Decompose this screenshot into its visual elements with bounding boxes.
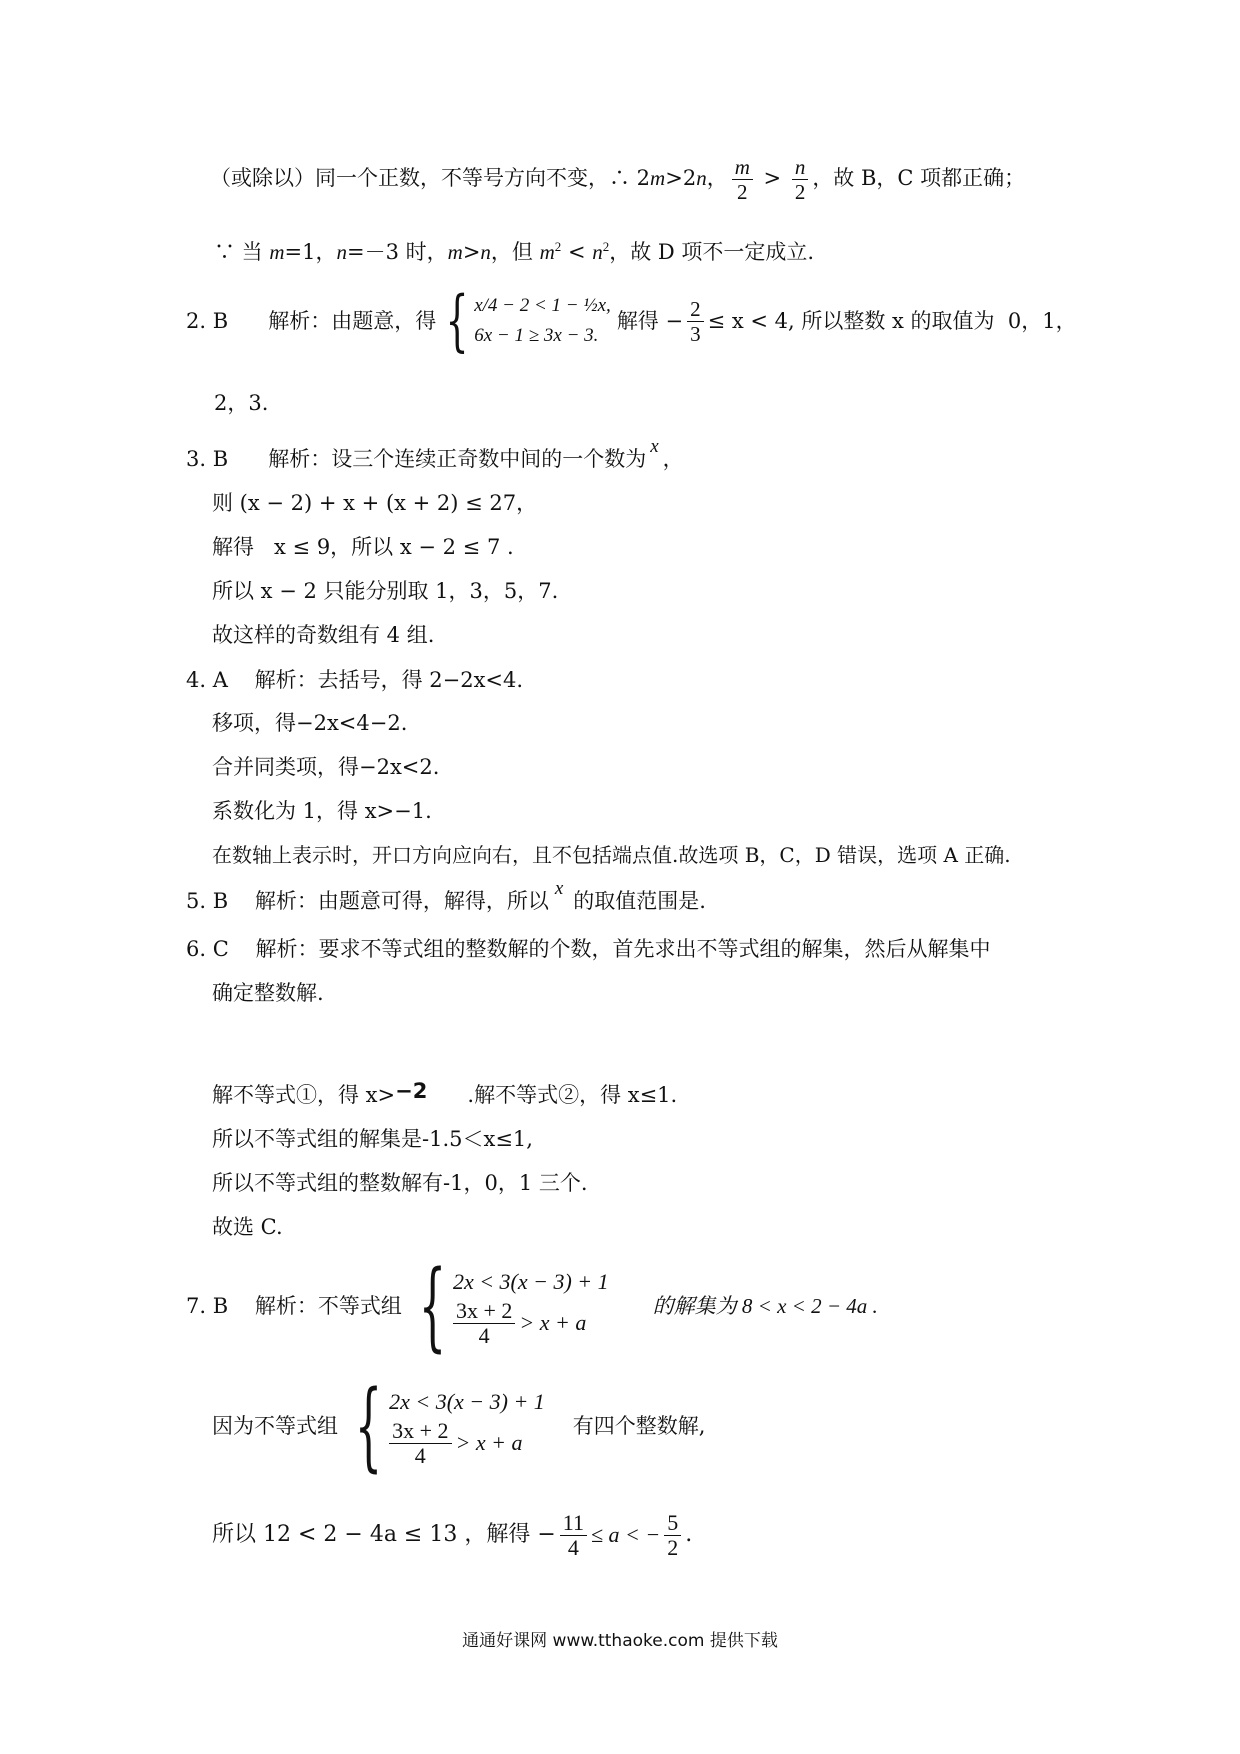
answer-3 [186, 436, 684, 476]
line-text: =－3 时， [347, 240, 448, 264]
numerator: 11 [560, 1511, 587, 1536]
line-text: ， [662, 447, 684, 471]
line-text: 所以不等式组的整数解有-1，0，1 三个. [212, 1171, 588, 1195]
line-text: ，故 B，C 项都正确； [812, 166, 1026, 190]
text-line [210, 148, 1025, 208]
line-text: 所以 12 < 2 − 4a ≤ 13 ，解得 − [212, 1522, 556, 1547]
text-line [212, 978, 324, 1008]
inequality-system [436, 282, 611, 359]
line-text: ∵ 当 [214, 240, 270, 264]
denominator: 2 [737, 180, 748, 204]
text-line [212, 1370, 706, 1482]
line-text: 5. B 解析：由题意可得，解得，所以 [186, 889, 549, 913]
line-text: 7. B 解析：不等式组 [186, 1294, 402, 1318]
line-text: 则 (x − 2) + x + (x + 2) ≤ 27， [212, 491, 538, 515]
line-text: =1， [284, 240, 337, 264]
exponent: 2 [602, 239, 610, 254]
line-text: 故选 C. [212, 1215, 283, 1239]
line-text: >2 [665, 166, 697, 190]
text-line [212, 576, 558, 606]
answer-7 [186, 1250, 878, 1362]
line-text: .解不等式②，得 x≤1. [427, 1083, 678, 1107]
text-line [212, 488, 537, 518]
line-text: 故这样的奇数组有 4 组. [212, 623, 435, 647]
line-text: ，但 [490, 240, 540, 264]
line-text: 解得 x ≤ 9，所以 x − 2 ≤ 7 . [212, 535, 514, 559]
line-text: ≤ x < 4, 所以整数 x 的取值为 0，1， [707, 309, 1077, 333]
line-text: 确定整数解. [212, 981, 324, 1005]
text-line [214, 388, 268, 418]
var: n [592, 240, 603, 264]
text-line [212, 1500, 692, 1570]
numerator: 3x + 2 [389, 1419, 451, 1444]
line-text: 所以不等式组的解集是-1.5＜x≤1, [212, 1127, 533, 1151]
text-line [212, 1080, 677, 1110]
var: m [269, 240, 285, 264]
numerator: 5 [664, 1511, 681, 1536]
var: n [336, 240, 347, 264]
brace-icon: { [354, 1370, 383, 1482]
fraction [732, 155, 753, 204]
line-text: > [462, 240, 481, 264]
var: x [650, 436, 659, 457]
denominator: 2 [667, 1534, 679, 1560]
var: m [447, 240, 463, 264]
text-line [212, 708, 407, 738]
brace-icon: { [445, 282, 469, 359]
denominator: 2 [794, 180, 806, 204]
numerator: n [792, 155, 809, 180]
text-line [212, 532, 514, 562]
line-text: 3. B 解析：设三个连续正奇数中间的一个数为 [186, 447, 647, 471]
answer-2 [186, 282, 1077, 359]
system-row [389, 1419, 545, 1468]
line-text: ≤ a < − [590, 1522, 661, 1547]
var: x [554, 878, 564, 899]
fraction [664, 1511, 681, 1560]
denominator: 4 [567, 1534, 579, 1560]
system-row [453, 1299, 609, 1348]
line-text: 所以 x − 2 只能分别取 1，3，5，7. [212, 579, 559, 603]
line-text: > x + a [455, 1430, 523, 1455]
line-text: 因为不等式组 [212, 1414, 338, 1438]
line-text: < [561, 240, 593, 264]
answer-5 [186, 878, 706, 918]
line-text: 合并同类项，得−2x<2. [212, 755, 440, 779]
line-text: 的解集为 8 < x < 2 − 4a . [652, 1294, 878, 1318]
denominator: 4 [478, 1322, 490, 1348]
system-row: x/4 − 2 < 1 − ½x, [474, 295, 611, 316]
line-text: 有四个整数解, [572, 1414, 706, 1438]
fraction [792, 155, 809, 204]
brace-icon: { [418, 1250, 447, 1362]
answer-6 [186, 934, 990, 964]
text-line [212, 1212, 283, 1242]
line-text: . [685, 1522, 693, 1547]
text-line [212, 1124, 533, 1154]
line-text: 解不等式①，得 x> [212, 1083, 396, 1107]
line-text: 在数轴上表示时，开口方向应向右，且不包括端点值.故选项 B，C，D 错误，选项 A 正确. [212, 843, 1011, 867]
var: m [650, 166, 666, 190]
text-line [212, 796, 432, 826]
line-text: > x + a [519, 1310, 587, 1335]
fraction [453, 1299, 515, 1348]
line-text: （或除以）同一个正数，不等号方向不变，∴ 2 [210, 166, 651, 190]
page-footer: 通通好课网 www.tthaoke.com 提供下载 [462, 1631, 778, 1651]
line-text: 系数化为 1，得 x>−1. [212, 799, 432, 823]
var: n [696, 166, 707, 190]
line-text: 的取值范围是. [573, 889, 706, 913]
exponent: 2 [554, 239, 562, 254]
fraction [687, 297, 704, 346]
text-line [212, 1168, 588, 1198]
line-text: 移项，得−2x<4−2. [212, 711, 408, 735]
line-text: 4. A 解析：去括号，得 2−2x<4. [186, 668, 524, 692]
line-text: 2. B 解析：由题意，得 [186, 309, 437, 333]
numerator: 3x + 2 [453, 1299, 515, 1324]
denominator: 3 [690, 321, 701, 346]
fraction [389, 1419, 451, 1468]
line-text: ， [706, 166, 728, 190]
text-line [212, 840, 1011, 870]
inequality-system [338, 1370, 545, 1482]
line-text: 6. C 解析：要求不等式组的整数解的个数，首先求出不等式组的解集，然后从解集中 [186, 937, 991, 961]
system-row: 2x < 3(x − 3) + 1 [389, 1388, 545, 1414]
numerator: m [732, 155, 753, 180]
system-row: 2x < 3(x − 3) + 1 [452, 1268, 609, 1294]
system-row: 6x − 1 ≥ 3x − 3. [474, 325, 599, 346]
line-text: 2，3. [214, 391, 269, 415]
denominator: 4 [414, 1442, 426, 1468]
inequality-system [402, 1250, 609, 1362]
answer-4 [186, 665, 523, 695]
text-line [212, 752, 439, 782]
line-text: 解得 − [616, 309, 684, 333]
line-text: −2 [395, 1079, 428, 1103]
fraction [560, 1511, 587, 1560]
var: n [480, 240, 491, 264]
line-text: > [756, 166, 788, 190]
var: m [539, 240, 555, 264]
numerator: 2 [687, 297, 704, 322]
text-line [212, 620, 434, 650]
text-line [214, 232, 814, 267]
line-text: ，故 D 项不一定成立. [609, 240, 815, 264]
